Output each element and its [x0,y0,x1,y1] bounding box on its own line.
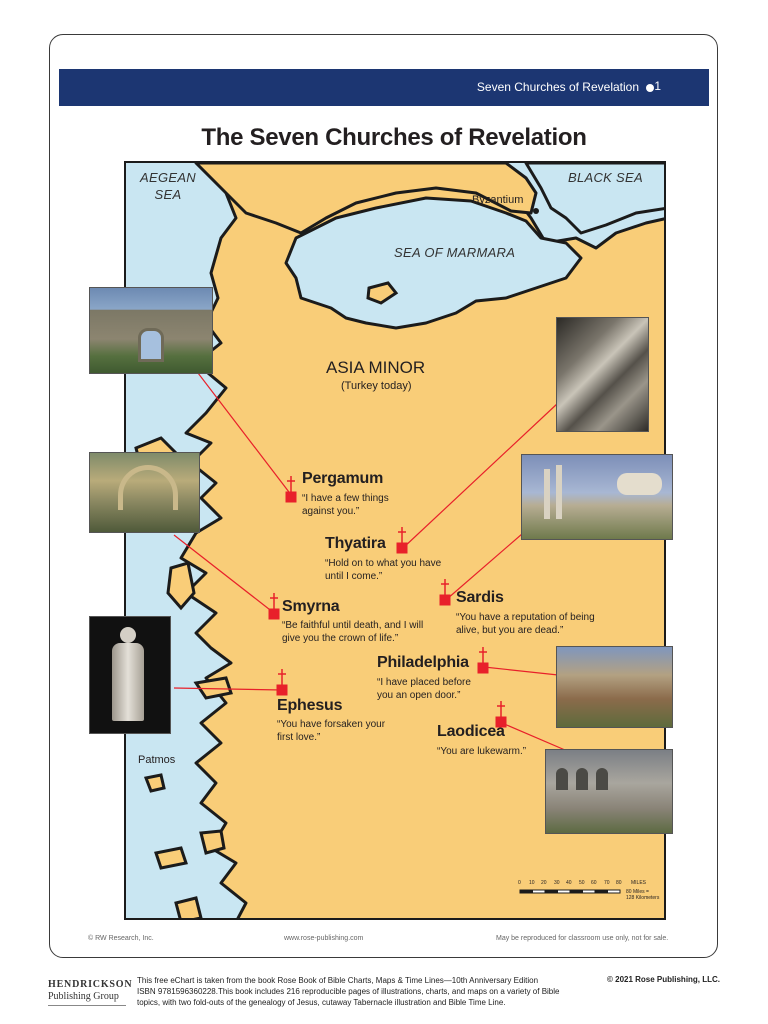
church-quote-pergamum: “I have a few things against you.” [302,493,389,517]
church-name-laodicea: Laodicea [437,723,505,740]
church-quote-ephesus: “You have forsaken your first love.” [277,719,386,743]
footer-copyright: © RW Research, Inc. [88,935,154,942]
scale-bar [520,890,620,893]
island-small-2 [201,831,224,853]
page-number: 1 [654,79,661,93]
church-quote-laodicea: “You are lukewarm.” [437,746,527,757]
church-quote-smyrna: “Be faithful until death, and I will give you the crown of life.” [282,620,424,644]
island-small-1 [156,848,186,868]
scale-note: 80 Miles = 128 Kilometers [626,889,660,901]
publisher-logo: HENDRICKSON Publishing Group [48,979,132,1006]
credits-copyright: © 2021 Rose Publishing, LLC. [607,975,721,984]
black-sea-label: BLACK SEA [568,170,643,185]
photo-philadelphia-ruins [556,646,673,728]
running-title: Seven Churches of Revelation [476,80,639,94]
church-name-thyatira: Thyatira [325,535,386,552]
photo-laodicea-aqueduct [545,749,673,834]
church-name-pergamum: Pergamum [302,470,384,487]
photo-ephesus-statue [89,616,171,734]
island-small-3 [176,898,201,920]
church-quote-thyatira: “Hold on to what you have until I come.” [325,558,442,582]
byzantium-dot [533,208,539,214]
footer-reproduce: May be reproduced for classroom use only, not for sale. [496,935,669,942]
patmos-label: Patmos [138,754,176,766]
church-quote-sardis: “You have a reputation of being alive, but you are dead.” [456,612,595,636]
church-name-ephesus: Ephesus [277,697,343,714]
photo-thyatira-columns [556,317,649,432]
scale-unit: MILES [631,880,647,886]
church-name-philadelphia: Philadelphia [377,654,469,671]
region-note: (Turkey today) [341,380,412,392]
credits-text: This free eChart is taken from the book Rose Book of Bible Charts, Maps & Time Lines—10th Anniversary Edition ISBN 9781596360228.This book includes 216 reproducible pages of illustrations, charts, and maps on a variety of Bible topics, with two fold-outs of the genealogy of Jesus, cutaway Tabernacle illustration and Bible Time Line. [137,976,560,1007]
church-name-smyrna: Smyrna [282,598,340,615]
photo-pergamum-ruins [89,287,213,374]
bullet-icon [646,84,654,92]
island-patmos [146,775,164,791]
photo-smyrna-arch [89,452,200,533]
page-title: The Seven Churches of Revelation [201,124,587,151]
footer-website[interactable]: www.rose-publishing.com [284,935,364,942]
sea-of-marmara-label: SEA OF MARMARA [394,245,516,260]
byzantium-label: Byzantium [472,194,524,206]
region-label: ASIA MINOR [326,358,426,377]
church-quote-philadelphia: “I have placed before you an open door.” [377,677,471,701]
aegean-sea-label: AEGEAN SEA [140,170,196,202]
church-name-sardis: Sardis [456,589,504,606]
photo-sardis-temple [521,454,673,540]
map-frame: AEGEAN SEA BLACK SEA SEA OF MARMARA Byzantium Patmos ASIA MINOR (Turkey today) Pergamum “I have a few things against you.” Thyatira “Hold on to what you have until I come.” Sardis “You have a reputation of being alive, but you are dead.” Smyrna “Be faithful until death, and I will give you the crown of life.” Philadelphia “I have placed before you an open door.” Ephesus “You have forsaken your first love.” Laodicea “You are lukewarm.” 0 10 20 30 40 50 60 70 80 MILES 80 Miles = 128 Kilometers [124,161,666,920]
header-band [59,69,709,106]
